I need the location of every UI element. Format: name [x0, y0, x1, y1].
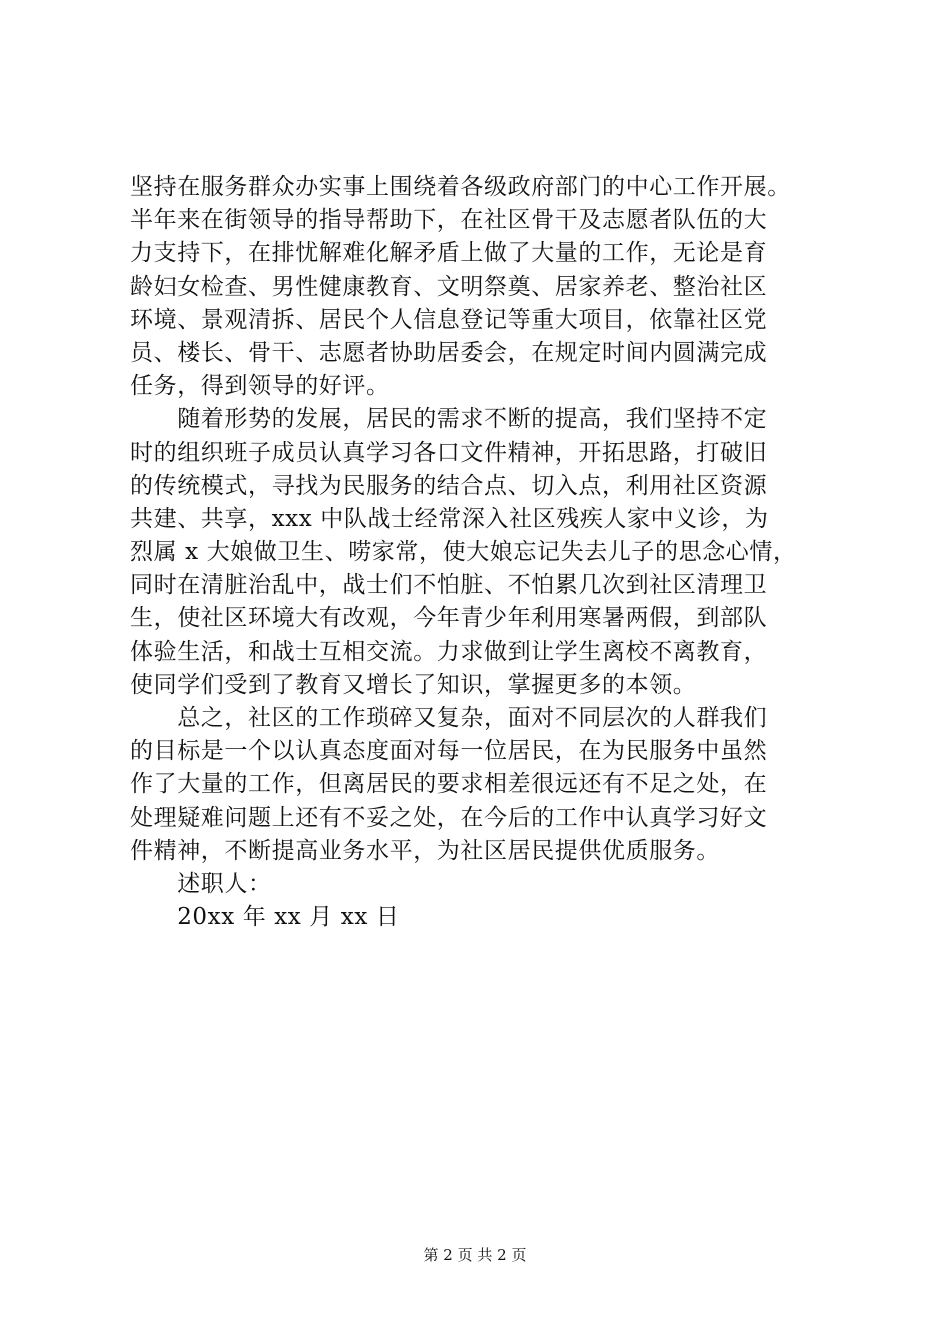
signature-label: 述职人： [130, 870, 272, 897]
text-line: 随着形势的发展，居民的需求不断的提高，我们坚持不定 [130, 406, 768, 433]
text-line: 总之，社区的工作琐碎又复杂，面对不同层次的人群我们 [130, 705, 768, 731]
text-line: 作了大量的工作，但离居民的要求相差很远还有不足之处，在 [130, 771, 768, 798]
text-line: 坚持在服务群众办实事上围绕着各级政府部门的中心工作开展。 [130, 174, 791, 200]
text-line: 处理疑难问题上还有不妥之处，在今后的工作中认真学习好文 [130, 804, 768, 831]
text-line: 使同学们受到了教育又增长了知识，掌握更多的本领。 [130, 671, 697, 698]
text-line: 半年来在街领导的指导帮助下，在社区骨干及志愿者队伍的大 [130, 207, 768, 234]
page-footer: 第 2 页 共 2 页 [423, 1246, 527, 1264]
text-line: 员、楼长、骨干、志愿者协助居委会，在规定时间内圆满完成 [130, 339, 768, 366]
text-line: 的目标是一个以认真态度面对每一位居民，在为民服务中虽然 [130, 738, 768, 765]
date-line: 20xx 年 xx 月 xx 日 [130, 904, 400, 931]
text-line: 任务，得到领导的好评。 [130, 373, 390, 400]
text-line: 体验生活，和战士互相交流。力求做到让学生离校不离教育， [130, 638, 768, 665]
text-line: 龄妇女检查、男性健康教育、文明祭奠、居家养老、整治社区 [130, 273, 768, 300]
text-line: 件精神，不断提高业务水平，为社区居民提供优质服务。 [130, 837, 720, 864]
text-line: 时的组织班子成员认真学习各口文件精神，开拓思路，打破旧 [130, 439, 768, 466]
text-line: 共建、共享，xxx 中队战士经常深入社区残疾人家中义诊，为 [130, 505, 769, 532]
text-line: 的传统模式，寻找为民服务的结合点、切入点，利用社区资源 [130, 472, 768, 499]
text-line: 环境、景观清拆、居民个人信息登记等重大项目，依靠社区党 [130, 306, 768, 333]
body-text [130, 171, 850, 934]
text-line: 力支持下，在排忧解难化解矛盾上做了大量的工作，无论是育 [130, 240, 768, 267]
text-line: 生，使社区环境大有改观，今年青少年利用寒暑两假，到部队 [130, 605, 768, 632]
text-line: 同时在清脏治乱中，战士们不怕脏、不怕累几次到社区清理卫 [130, 572, 768, 599]
text-line: 烈属 x 大娘做卫生、唠家常，使大娘忘记失去儿子的思念心情， [130, 539, 797, 566]
